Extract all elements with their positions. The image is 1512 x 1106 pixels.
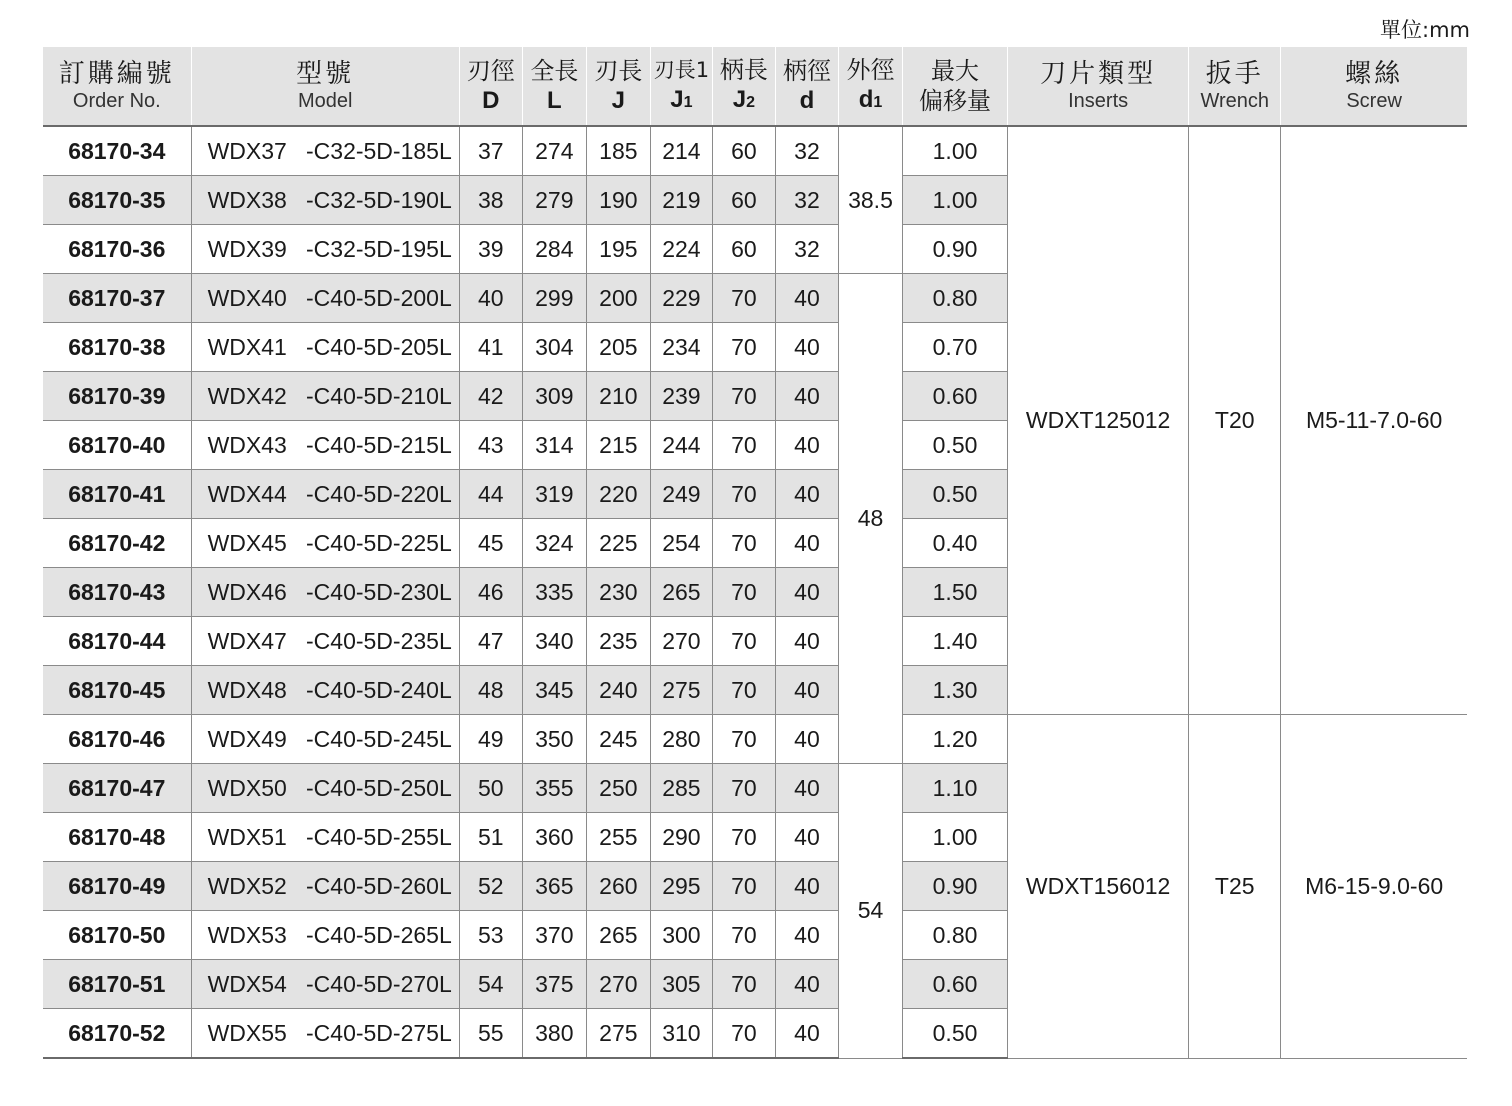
- total-length-cell: 279: [522, 176, 586, 225]
- blade-diameter-cell: 55: [459, 1009, 522, 1059]
- header-model-zh: 型號: [296, 59, 355, 89]
- wrench-cell: T25: [1189, 715, 1281, 1059]
- total-length-cell: 324: [522, 519, 586, 568]
- shank-diameter-cell: 40: [775, 862, 838, 911]
- shank-length-cell: 70: [712, 862, 775, 911]
- blade-diameter-cell: 45: [459, 519, 522, 568]
- max-offset-cell: 0.70: [903, 323, 1008, 372]
- model-cell: WDX38 -C32-5D-190L: [191, 176, 459, 225]
- shank-length-cell: 60: [712, 126, 775, 176]
- blade-length-cell: 210: [586, 372, 650, 421]
- model-cell: WDX40 -C40-5D-200L: [191, 274, 459, 323]
- blade-length-cell: 230: [586, 568, 650, 617]
- shank-diameter-cell: 40: [775, 519, 838, 568]
- blade-length1-cell: 219: [650, 176, 712, 225]
- order-no-cell: 68170-52: [43, 1009, 191, 1059]
- outer-diameter-cell: 54: [838, 764, 902, 1059]
- shank-diameter-cell: 40: [775, 666, 838, 715]
- header-d1-zh: 外徑: [846, 55, 895, 84]
- shank-length-cell: 70: [712, 568, 775, 617]
- blade-diameter-cell: 39: [459, 225, 522, 274]
- blade-diameter-cell: 38: [459, 176, 522, 225]
- inserts-cell: WDXT156012: [1008, 715, 1189, 1059]
- blade-length-cell: 215: [586, 421, 650, 470]
- total-length-cell: 365: [522, 862, 586, 911]
- blade-length-cell: 260: [586, 862, 650, 911]
- shank-length-cell: 70: [712, 911, 775, 960]
- order-no-cell: 68170-46: [43, 715, 191, 764]
- shank-length-cell: 70: [712, 715, 775, 764]
- shank-length-cell: 70: [712, 323, 775, 372]
- total-length-cell: 284: [522, 225, 586, 274]
- max-offset-cell: 1.00: [903, 813, 1008, 862]
- blade-diameter-cell: 50: [459, 764, 522, 813]
- header-d1-sym: [839, 85, 902, 118]
- header-screw-zh: 螺絲: [1345, 59, 1404, 89]
- max-offset-cell: 0.40: [903, 519, 1008, 568]
- shank-length-cell: 70: [712, 813, 775, 862]
- max-offset-cell: 1.50: [903, 568, 1008, 617]
- blade-diameter-cell: 51: [459, 813, 522, 862]
- total-length-cell: 375: [522, 960, 586, 1009]
- shank-diameter-cell: 40: [775, 421, 838, 470]
- shank-diameter-cell: 40: [775, 764, 838, 813]
- order-no-cell: 68170-39: [43, 372, 191, 421]
- header-J-zh: 刃長: [594, 57, 643, 85]
- outer-diameter-cell: 38.5: [838, 126, 902, 274]
- shank-length-cell: 70: [712, 274, 775, 323]
- order-no-cell: 68170-43: [43, 568, 191, 617]
- shank-diameter-cell: 40: [775, 470, 838, 519]
- order-no-cell: 68170-45: [43, 666, 191, 715]
- order-no-cell: 68170-41: [43, 470, 191, 519]
- max-offset-cell: 0.80: [903, 911, 1008, 960]
- total-length-cell: 380: [522, 1009, 586, 1059]
- model-cell: WDX46 -C40-5D-230L: [191, 568, 459, 617]
- blade-length1-cell: 275: [650, 666, 712, 715]
- header-J1-subscript: 1: [683, 93, 693, 111]
- header-D: [459, 47, 522, 126]
- screw-cell: M6-15-9.0-60: [1281, 715, 1467, 1059]
- total-length-cell: 304: [522, 323, 586, 372]
- blade-length1-cell: 295: [650, 862, 712, 911]
- total-length-cell: 360: [522, 813, 586, 862]
- blade-length-cell: 190: [586, 176, 650, 225]
- max-offset-cell: 0.50: [903, 1009, 1008, 1059]
- shank-length-cell: 60: [712, 225, 775, 274]
- header-J1-letter: J: [670, 85, 684, 113]
- shank-diameter-cell: 40: [775, 813, 838, 862]
- header-max-offset-line1: 最大: [931, 57, 980, 85]
- header-d1-subscript: 1: [873, 93, 883, 111]
- blade-length1-cell: 305: [650, 960, 712, 1009]
- header-D-sym: D: [482, 87, 500, 114]
- shank-diameter-cell: 32: [775, 126, 838, 176]
- unit-label: 單位:mm: [1380, 18, 1470, 42]
- header-L-zh: 全長: [530, 57, 579, 85]
- model-cell: WDX55 -C40-5D-275L: [191, 1009, 459, 1059]
- order-no-cell: 68170-40: [43, 421, 191, 470]
- blade-diameter-cell: 49: [459, 715, 522, 764]
- spec-table: [43, 47, 1467, 1059]
- header-screw-en: Screw: [1346, 90, 1402, 112]
- shank-diameter-cell: 40: [775, 568, 838, 617]
- blade-length1-cell: 290: [650, 813, 712, 862]
- max-offset-cell: 0.60: [903, 960, 1008, 1009]
- header-J2-subscript: 2: [746, 93, 756, 111]
- blade-length-cell: 275: [586, 1009, 650, 1059]
- header-d1: [838, 47, 902, 126]
- header-D-zh: 刃徑: [466, 57, 515, 85]
- blade-diameter-cell: 40: [459, 274, 522, 323]
- header-inserts-zh: 刀片類型: [1040, 59, 1157, 89]
- blade-length-cell: 270: [586, 960, 650, 1009]
- blade-length1-cell: 229: [650, 274, 712, 323]
- blade-length-cell: 255: [586, 813, 650, 862]
- total-length-cell: 309: [522, 372, 586, 421]
- shank-diameter-cell: 40: [775, 911, 838, 960]
- header-wrench: [1189, 47, 1281, 126]
- header-order-no: [43, 47, 191, 126]
- inserts-cell: WDXT125012: [1008, 126, 1189, 715]
- max-offset-cell: 0.50: [903, 421, 1008, 470]
- shank-diameter-cell: 40: [775, 372, 838, 421]
- model-cell: WDX42 -C40-5D-210L: [191, 372, 459, 421]
- model-cell: WDX54 -C40-5D-270L: [191, 960, 459, 1009]
- total-length-cell: 355: [522, 764, 586, 813]
- header-wrench-en: Wrench: [1200, 90, 1269, 112]
- spec-table-body: [43, 126, 1467, 1058]
- header-J1-zh: 刃長1: [653, 57, 710, 82]
- blade-length-cell: 185: [586, 126, 650, 176]
- blade-length-cell: 220: [586, 470, 650, 519]
- blade-length-cell: 250: [586, 764, 650, 813]
- shank-diameter-cell: 32: [775, 225, 838, 274]
- blade-diameter-cell: 46: [459, 568, 522, 617]
- order-no-cell: 68170-34: [43, 126, 191, 176]
- header-order-no-zh: 訂購編號: [58, 59, 175, 89]
- blade-diameter-cell: 48: [459, 666, 522, 715]
- order-no-cell: 68170-42: [43, 519, 191, 568]
- blade-length-cell: 240: [586, 666, 650, 715]
- blade-diameter-cell: 42: [459, 372, 522, 421]
- model-cell: WDX45 -C40-5D-225L: [191, 519, 459, 568]
- max-offset-cell: 1.00: [903, 176, 1008, 225]
- max-offset-cell: 0.60: [903, 372, 1008, 421]
- shank-diameter-cell: 32: [775, 176, 838, 225]
- max-offset-cell: 1.20: [903, 715, 1008, 764]
- order-no-cell: 68170-35: [43, 176, 191, 225]
- blade-diameter-cell: 41: [459, 323, 522, 372]
- shank-length-cell: 70: [712, 519, 775, 568]
- header-J: [586, 47, 650, 126]
- header-row: [43, 47, 1467, 126]
- header-inserts-en: Inserts: [1068, 90, 1129, 112]
- header-J2-zh: 柄長: [719, 55, 768, 84]
- header-inserts: [1008, 47, 1189, 126]
- header-d1-letter: d: [858, 85, 874, 113]
- blade-diameter-cell: 37: [459, 126, 522, 176]
- blade-length1-cell: 244: [650, 421, 712, 470]
- order-no-cell: 68170-48: [43, 813, 191, 862]
- shank-length-cell: 70: [712, 960, 775, 1009]
- max-offset-cell: 0.80: [903, 274, 1008, 323]
- total-length-cell: 274: [522, 126, 586, 176]
- blade-diameter-cell: 47: [459, 617, 522, 666]
- shank-length-cell: 70: [712, 372, 775, 421]
- shank-length-cell: 70: [712, 617, 775, 666]
- blade-length-cell: 200: [586, 274, 650, 323]
- header-d-sym: d: [799, 87, 815, 114]
- shank-length-cell: 70: [712, 421, 775, 470]
- blade-length1-cell: 239: [650, 372, 712, 421]
- model-cell: WDX44 -C40-5D-220L: [191, 470, 459, 519]
- blade-diameter-cell: 43: [459, 421, 522, 470]
- order-no-cell: 68170-38: [43, 323, 191, 372]
- model-cell: WDX48 -C40-5D-240L: [191, 666, 459, 715]
- header-order-no-en: Order No.: [72, 90, 161, 112]
- blade-length1-cell: 224: [650, 225, 712, 274]
- header-d: [775, 47, 838, 126]
- shank-diameter-cell: 40: [775, 715, 838, 764]
- table-row: [43, 715, 1467, 764]
- blade-length1-cell: 310: [650, 1009, 712, 1059]
- order-no-cell: 68170-50: [43, 911, 191, 960]
- header-J2: [712, 47, 775, 126]
- header-d-zh: 柄徑: [782, 57, 831, 85]
- order-no-cell: 68170-49: [43, 862, 191, 911]
- header-max-offset: [903, 47, 1008, 126]
- order-no-cell: 68170-51: [43, 960, 191, 1009]
- blade-diameter-cell: 52: [459, 862, 522, 911]
- shank-diameter-cell: 40: [775, 1009, 838, 1059]
- shank-length-cell: 70: [712, 470, 775, 519]
- total-length-cell: 370: [522, 911, 586, 960]
- blade-length1-cell: 249: [650, 470, 712, 519]
- max-offset-cell: 1.40: [903, 617, 1008, 666]
- blade-length1-cell: 214: [650, 126, 712, 176]
- shank-diameter-cell: 40: [775, 274, 838, 323]
- header-model-en: Model: [297, 90, 353, 112]
- blade-length1-cell: 270: [650, 617, 712, 666]
- blade-length-cell: 225: [586, 519, 650, 568]
- header-max-offset-line2: 偏移量: [919, 87, 992, 115]
- total-length-cell: 350: [522, 715, 586, 764]
- model-cell: WDX50 -C40-5D-250L: [191, 764, 459, 813]
- model-cell: WDX37 -C32-5D-185L: [191, 126, 459, 176]
- model-cell: WDX49 -C40-5D-245L: [191, 715, 459, 764]
- blade-length1-cell: 265: [650, 568, 712, 617]
- total-length-cell: 319: [522, 470, 586, 519]
- header-L-sym: L: [546, 87, 562, 114]
- shank-length-cell: 70: [712, 764, 775, 813]
- blade-length1-cell: 254: [650, 519, 712, 568]
- max-offset-cell: 0.50: [903, 470, 1008, 519]
- blade-diameter-cell: 44: [459, 470, 522, 519]
- max-offset-cell: 0.90: [903, 862, 1008, 911]
- max-offset-cell: 1.30: [903, 666, 1008, 715]
- total-length-cell: 335: [522, 568, 586, 617]
- model-cell: WDX47 -C40-5D-235L: [191, 617, 459, 666]
- order-no-cell: 68170-36: [43, 225, 191, 274]
- blade-length1-cell: 285: [650, 764, 712, 813]
- header-J1: [650, 47, 712, 126]
- blade-length-cell: 265: [586, 911, 650, 960]
- blade-length-cell: 205: [586, 323, 650, 372]
- shank-diameter-cell: 40: [775, 960, 838, 1009]
- blade-diameter-cell: 54: [459, 960, 522, 1009]
- blade-length-cell: 195: [586, 225, 650, 274]
- blade-length1-cell: 280: [650, 715, 712, 764]
- shank-diameter-cell: 40: [775, 617, 838, 666]
- total-length-cell: 299: [522, 274, 586, 323]
- wrench-cell: T20: [1189, 126, 1281, 715]
- blade-length-cell: 245: [586, 715, 650, 764]
- order-no-cell: 68170-37: [43, 274, 191, 323]
- max-offset-cell: 0.90: [903, 225, 1008, 274]
- header-J1-sym: [651, 85, 712, 118]
- header-wrench-zh: 扳手: [1205, 59, 1264, 89]
- shank-length-cell: 70: [712, 1009, 775, 1059]
- blade-length1-cell: 234: [650, 323, 712, 372]
- blade-length1-cell: 300: [650, 911, 712, 960]
- blade-diameter-cell: 53: [459, 911, 522, 960]
- table-row: [43, 126, 1467, 176]
- shank-diameter-cell: 40: [775, 323, 838, 372]
- screw-cell: M5-11-7.0-60: [1281, 126, 1467, 715]
- model-cell: WDX52 -C40-5D-260L: [191, 862, 459, 911]
- header-screw: [1281, 47, 1467, 126]
- header-J2-sym: [713, 85, 775, 118]
- total-length-cell: 340: [522, 617, 586, 666]
- total-length-cell: 314: [522, 421, 586, 470]
- order-no-cell: 68170-44: [43, 617, 191, 666]
- model-cell: WDX39 -C32-5D-195L: [191, 225, 459, 274]
- shank-length-cell: 60: [712, 176, 775, 225]
- model-cell: WDX51 -C40-5D-255L: [191, 813, 459, 862]
- shank-length-cell: 70: [712, 666, 775, 715]
- blade-length-cell: 235: [586, 617, 650, 666]
- model-cell: WDX53 -C40-5D-265L: [191, 911, 459, 960]
- outer-diameter-cell: 48: [838, 274, 902, 764]
- header-J-sym: J: [611, 87, 626, 114]
- model-cell: WDX41 -C40-5D-205L: [191, 323, 459, 372]
- max-offset-cell: 1.00: [903, 126, 1008, 176]
- header-L: [522, 47, 586, 126]
- order-no-cell: 68170-47: [43, 764, 191, 813]
- header-J2-letter: J: [732, 85, 747, 113]
- total-length-cell: 345: [522, 666, 586, 715]
- header-model: [191, 47, 459, 126]
- model-cell: WDX43 -C40-5D-215L: [191, 421, 459, 470]
- max-offset-cell: 1.10: [903, 764, 1008, 813]
